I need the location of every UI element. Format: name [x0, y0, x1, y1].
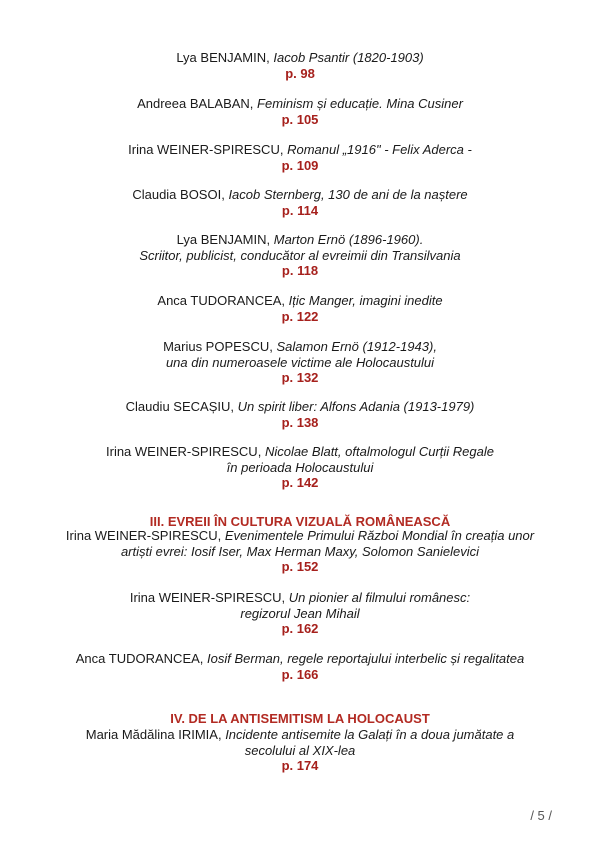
entry-title: artiști evrei: Iosif Iser, Max Herman Maxy, Solomon Sanielevici [120, 543, 480, 559]
entry-page-number: p. 105 [281, 111, 319, 127]
entry-author: Irina WEINER-SPIRESCU [129, 590, 282, 605]
entry-title: Un pionier al filmului românesc: [288, 590, 471, 605]
entry-page-number: p. 132 [281, 370, 319, 385]
toc-entry [40, 50, 560, 81]
entry-author: Anca TUDORANCEA [157, 293, 282, 308]
entry-author: Marius POPESCU [163, 339, 270, 354]
toc-entry [40, 187, 560, 218]
entry-page-number: p. 122 [281, 308, 319, 324]
entry-first-line: Claudiu SECAȘIU, Un spirit liber: Alfons Adania (1913-1979) [125, 399, 475, 414]
entry-title: una din numeroasele victime ale Holocaustului [165, 354, 435, 370]
toc-entry [40, 142, 560, 173]
entry-first-line: Irina WEINER-SPIRESCU, Evenimentele Primului Război Mondial în creația unor [65, 528, 535, 543]
toc-entry [40, 727, 560, 774]
entry-author: Maria Mădălina IRIMIA [85, 727, 218, 742]
entry-title-continuation [40, 355, 560, 371]
entry-title-continuation [40, 544, 560, 560]
entry-title: Evenimentele Primului Război Mondial în creația unor [224, 528, 535, 543]
entry-title: Nicolae Blatt, oftalmologul Curții Regale [264, 444, 494, 459]
toc-entry [40, 651, 560, 682]
entry-title: Ițic Manger, imagini inedite [288, 293, 443, 308]
entry-page-number: p. 152 [281, 559, 319, 574]
entry-first-line: Irina WEINER-SPIRESCU, Un pionier al filmului românesc: [129, 590, 471, 605]
entry-title: Marton Ernö (1896-1960). [273, 232, 424, 247]
entry-title: Feminism și educație. Mina Cusiner [257, 96, 463, 111]
entry-page-number: p. 109 [281, 157, 319, 173]
entry-title: regizorul Jean Mihail [240, 605, 360, 621]
entry-title: Salamon Ernö (1912-1943), [276, 339, 437, 354]
toc-entry [40, 444, 560, 491]
entry-title-continuation [40, 248, 560, 264]
entry-page-number: p. 118 [281, 263, 319, 278]
toc-entry [40, 528, 560, 575]
toc-entry [40, 399, 560, 430]
entry-first-line: Claudia BOSOI, Iacob Sternberg, 130 de ani de la naștere [132, 187, 468, 202]
entry-title: Scriitor, publicist, conducător al evreimii din Transilvania [139, 247, 461, 263]
entry-page-number: p. 98 [285, 65, 315, 81]
entry-author: Anca TUDORANCEA [75, 651, 200, 666]
entry-title: Iacob Sternberg, 130 de ani de la naștere [228, 187, 468, 202]
entry-page-number: p. 138 [281, 414, 319, 430]
entry-title: Romanul „1916" - Felix Aderca - [287, 142, 472, 157]
entry-page-number: p. 162 [281, 621, 319, 636]
entry-title-continuation [40, 743, 560, 759]
entry-title: Iacob Psantir (1820-1903) [273, 50, 424, 65]
entry-author: Lya BENJAMIN [176, 50, 267, 65]
entry-author: Irina WEINER-SPIRESCU [65, 528, 218, 543]
entry-author: Irina WEINER-SPIRESCU [128, 142, 280, 157]
entry-first-line: Lya BENJAMIN, Marton Ernö (1896-1960). [176, 232, 424, 247]
toc-entry [40, 293, 560, 324]
entry-page-number: p. 166 [281, 666, 319, 682]
entry-first-line: Irina WEINER-SPIRESCU, Nicolae Blatt, oftalmologul Curții Regale [106, 444, 494, 459]
entry-first-line: Irina WEINER-SPIRESCU, Romanul „1916" - Felix Aderca - [128, 142, 472, 157]
toc-entry [40, 339, 560, 386]
entry-first-line: Lya BENJAMIN, Iacob Psantir (1820-1903) [176, 50, 424, 65]
entry-title: Incidente antisemite la Galați în a doua jumătate a [225, 727, 515, 742]
toc-entry [40, 232, 560, 279]
entry-author: Claudia BOSOI [132, 187, 222, 202]
entry-author: Andreea BALABAN [137, 96, 250, 111]
entry-page-number: p. 174 [281, 758, 319, 773]
entry-title: în perioada Holocaustului [226, 459, 374, 475]
entry-title: Un spirit liber: Alfons Adania (1913-1979) [237, 399, 475, 414]
entry-first-line: Andreea BALABAN, Feminism și educație. Mina Cusiner [137, 96, 463, 111]
entry-title-continuation [40, 460, 560, 476]
page-number: / 5 / [530, 808, 552, 823]
entry-first-line: Anca TUDORANCEA, Iosif Berman, regele reportajului interbelic și regalitatea [75, 651, 525, 666]
entry-first-line: Marius POPESCU, Salamon Ernö (1912-1943), [163, 339, 437, 354]
entry-first-line: Maria Mădălina IRIMIA, Incidente antisemite la Galați în a doua jumătate a [85, 727, 515, 742]
entry-author: Lya BENJAMIN [176, 232, 267, 247]
section-heading: III. EVREII ÎN CULTURA VIZUALĂ ROMÂNEASCĂ [149, 514, 451, 529]
entry-first-line: Anca TUDORANCEA, Ițic Manger, imagini inedite [157, 293, 443, 308]
entry-title: secolului al XIX-lea [244, 742, 356, 758]
entry-title-continuation [40, 606, 560, 622]
entry-page-number: p. 142 [281, 475, 319, 490]
entry-author: Claudiu SECAȘIU [125, 399, 231, 414]
toc-entry [40, 590, 560, 637]
section-heading: IV. DE LA ANTISEMITISM LA HOLOCAUST [170, 711, 430, 726]
toc-entry [40, 96, 560, 127]
entry-title: Iosif Berman, regele reportajului interbelic și regalitatea [207, 651, 525, 666]
entry-page-number: p. 114 [281, 202, 319, 218]
entry-author: Irina WEINER-SPIRESCU [106, 444, 258, 459]
